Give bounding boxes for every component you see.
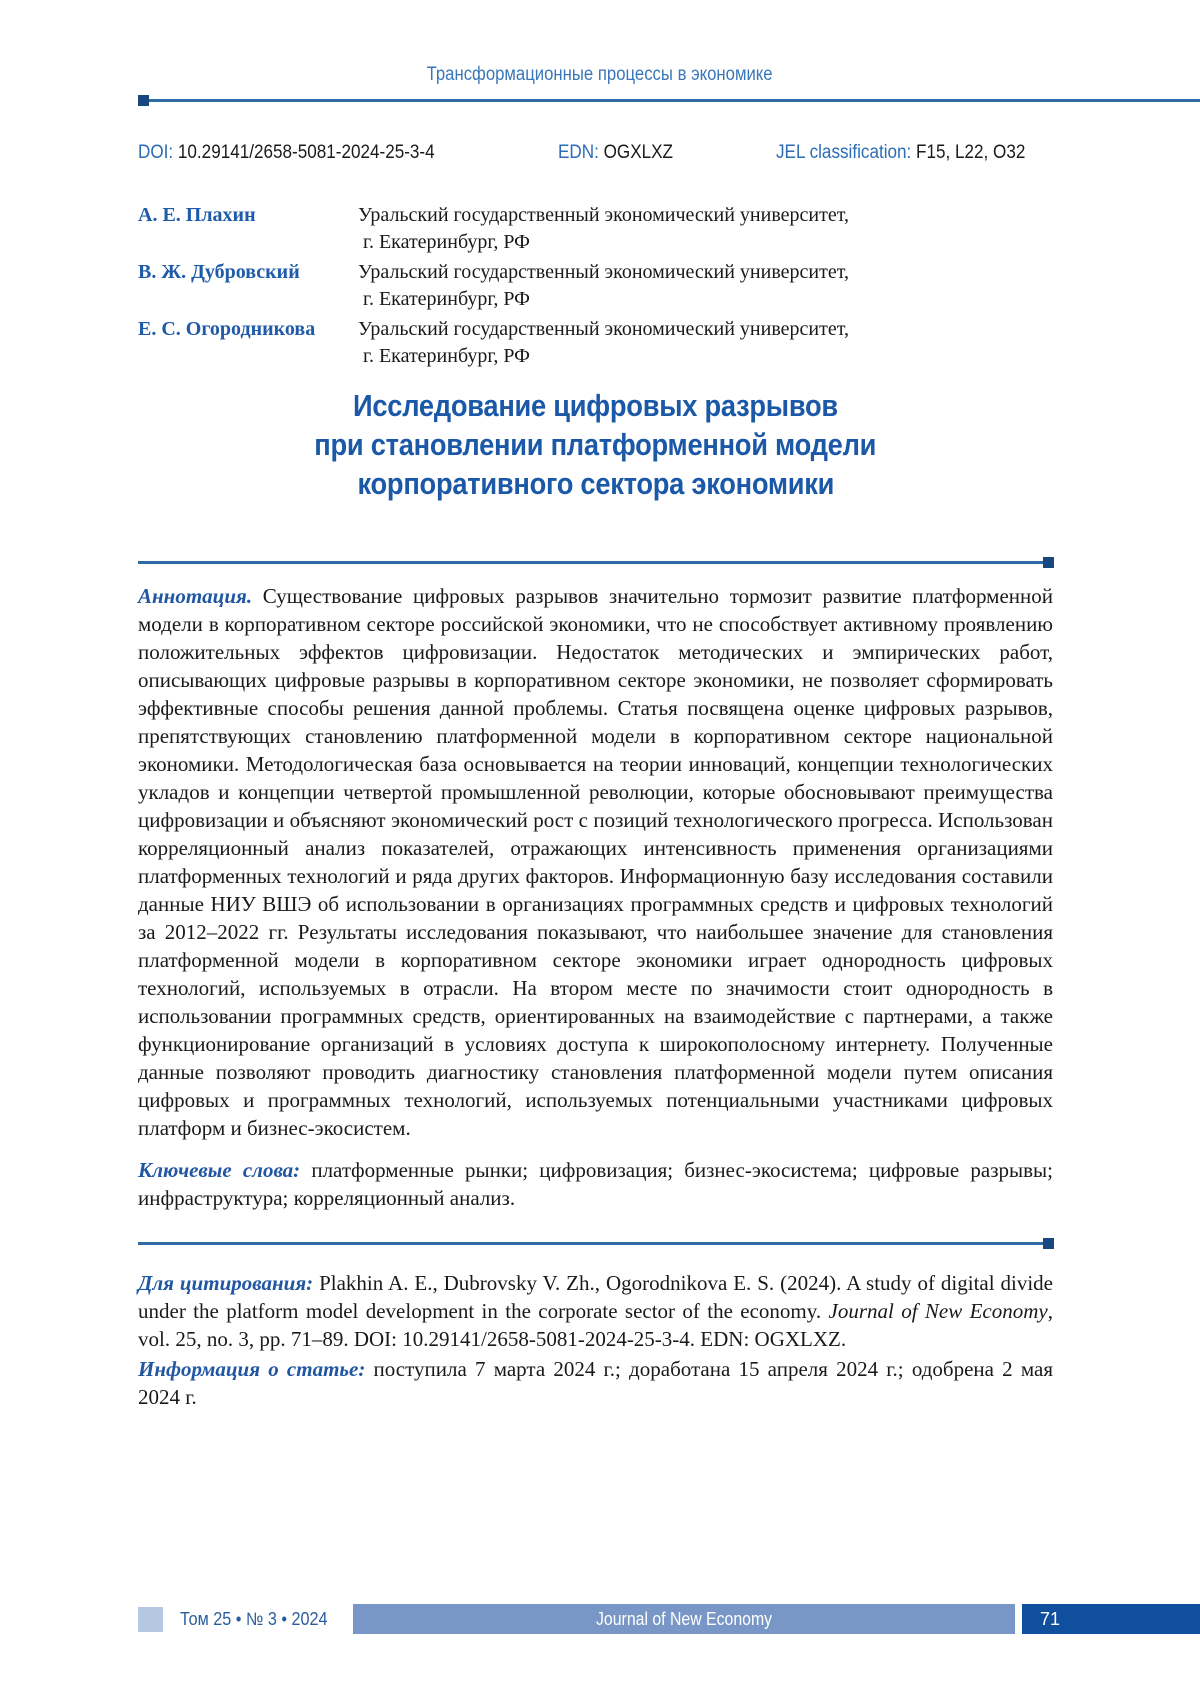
citation-paragraph bbox=[138, 1269, 1053, 1353]
rule-end-square bbox=[138, 95, 149, 106]
author-row bbox=[138, 259, 1053, 313]
author-name: Е. С. Огородникова bbox=[138, 318, 316, 340]
citation-label: Для цитирования: bbox=[138, 1271, 314, 1295]
jel-field bbox=[776, 142, 1025, 164]
edn-label: EDN: bbox=[557, 142, 599, 163]
abstract-paragraph bbox=[138, 582, 1053, 1142]
doi-field bbox=[138, 142, 435, 164]
footer-volume-text: Том 25 • № 3 • 2024 bbox=[180, 1609, 328, 1629]
title-line: Исследование цифровых разрывов bbox=[353, 388, 838, 423]
content-column bbox=[138, 142, 1053, 1411]
author-name: А. Е. Плахин bbox=[138, 204, 256, 226]
title-line: при становлении платформенной модели bbox=[314, 427, 877, 462]
footer-journal-bar bbox=[353, 1604, 1015, 1634]
author-affiliation bbox=[358, 316, 849, 370]
jel-label: JEL classification: bbox=[775, 142, 912, 163]
author-name: В. Ж. Дубровский bbox=[138, 261, 300, 283]
affiliation-city: г. Екатеринбург, РФ bbox=[363, 345, 530, 367]
abstract-label: Аннотация. bbox=[138, 584, 253, 608]
affiliation-line: Уральский государственный экономический университет, bbox=[358, 204, 849, 226]
article-meta-row bbox=[138, 142, 1053, 164]
journal-name: Journal of New Economy bbox=[828, 1299, 1048, 1323]
page-title bbox=[138, 386, 1053, 503]
citation-text-after: , vol. 25, no. 3, pp. 71–89. DOI: 10.29141/2658-5081-2024-25-3-4. EDN: OGXLXZ. bbox=[138, 1299, 1053, 1351]
keywords-text: платформенные рынки; цифровизация; бизнес-экосистема; цифровые разрывы; инфраструктура; корреляционный анализ. bbox=[138, 1158, 1053, 1210]
author-row bbox=[138, 202, 1053, 256]
rule-end-square bbox=[1043, 1238, 1054, 1249]
abstract-text: Существование цифровых разрывов значительно тормозит развитие платформенной модели в корпоративном секторе российской экономики, что не способствует активному проявлению положительных эффектов цифровизации. Недостаток методических и эмпирических работ, описывающих цифровые разрывы в корпоративном секторе экономики, не позволяет сформировать эффективные способы решения данной проблемы. Статья посвящена оценке цифровых разрывов, препятствующих становлению платформенной модели в корпоративном секторе национальной экономики. Методологическая база основывается на теории инноваций, концепции технологических укладов и концепции четвертой промышленной революции, которые обосновывают преимущества цифровизации и объясняют экономический рост с позиций технологического прогресса. Использован корреляционный анализ показателей, отражающих интенсивность применения организациями платформенных технологий и ряда других факторов. Информационную базу исследования составили данные НИУ ВШЭ об использовании в организациях программных средств и цифровых технологий за 2012–2022 гг. Результаты исследования показывают, что наибольшее значение для становления платформенной модели в корпоративном секторе экономики играет однородность цифровых технологий, используемых в отрасли. На втором месте по значимости стоит однородность в использовании программных средств, ориентированных на взаимодействие с партнерами, а также функционирование организаций в условиях доступа к широкополосному интернету. Полученные данные позволяют проводить диагностику становления платформенной модели путем описания цифровых и программных технологий, используемых потенциальными участниками цифровых платформ и бизнес-экосистем. bbox=[138, 584, 1054, 1140]
header-rule bbox=[138, 99, 1200, 102]
author-affiliation bbox=[358, 259, 849, 313]
rule-end-square bbox=[1043, 557, 1054, 568]
article-info-label: Информация о статье: bbox=[138, 1357, 366, 1381]
footer-volume bbox=[180, 1604, 344, 1634]
citation-text-before: Plakhin A. E., Dubrovsky V. Zh., Ogorodnikova E. S. (2024). A study of digital divide under the platform model development in the corporate sector of the economy. bbox=[138, 1271, 1053, 1323]
title-divider bbox=[138, 561, 1053, 564]
footer-page-number: 71 bbox=[1022, 1604, 1200, 1634]
title-line: корпоративного сектора экономики bbox=[357, 466, 834, 501]
running-head-text: Трансформационные процессы в экономике bbox=[426, 64, 774, 85]
article-info-text: поступила 7 марта 2024 г.; доработана 15 апреля 2024 г.; одобрена 2 мая 2024 г. bbox=[138, 1357, 1053, 1409]
article-info-paragraph bbox=[138, 1355, 1053, 1411]
edn-field bbox=[558, 142, 673, 164]
doi-value: 10.29141/2658-5081-2024-25-3-4 bbox=[177, 142, 435, 163]
affiliation-line: Уральский государственный экономический университет, bbox=[358, 261, 849, 283]
footer-accent-square bbox=[138, 1607, 163, 1632]
footer-journal-name: Journal of New Economy bbox=[595, 1609, 773, 1629]
jel-value: F15, L22, O32 bbox=[915, 142, 1026, 163]
edn-value: OGXLXZ bbox=[603, 142, 673, 163]
keywords-label: Ключевые слова: bbox=[138, 1158, 301, 1182]
keywords-paragraph bbox=[138, 1156, 1053, 1212]
doi-label: DOI: bbox=[138, 142, 174, 163]
keywords-divider bbox=[138, 1242, 1053, 1245]
author-row bbox=[138, 316, 1053, 370]
affiliation-line: Уральский государственный экономический университет, bbox=[358, 318, 849, 340]
author-affiliation bbox=[358, 202, 849, 256]
affiliation-city: г. Екатеринбург, РФ bbox=[363, 288, 530, 310]
affiliation-city: г. Екатеринбург, РФ bbox=[363, 231, 530, 253]
authors-block bbox=[138, 202, 1053, 370]
page-footer bbox=[0, 1604, 1200, 1634]
running-head bbox=[0, 0, 1200, 86]
